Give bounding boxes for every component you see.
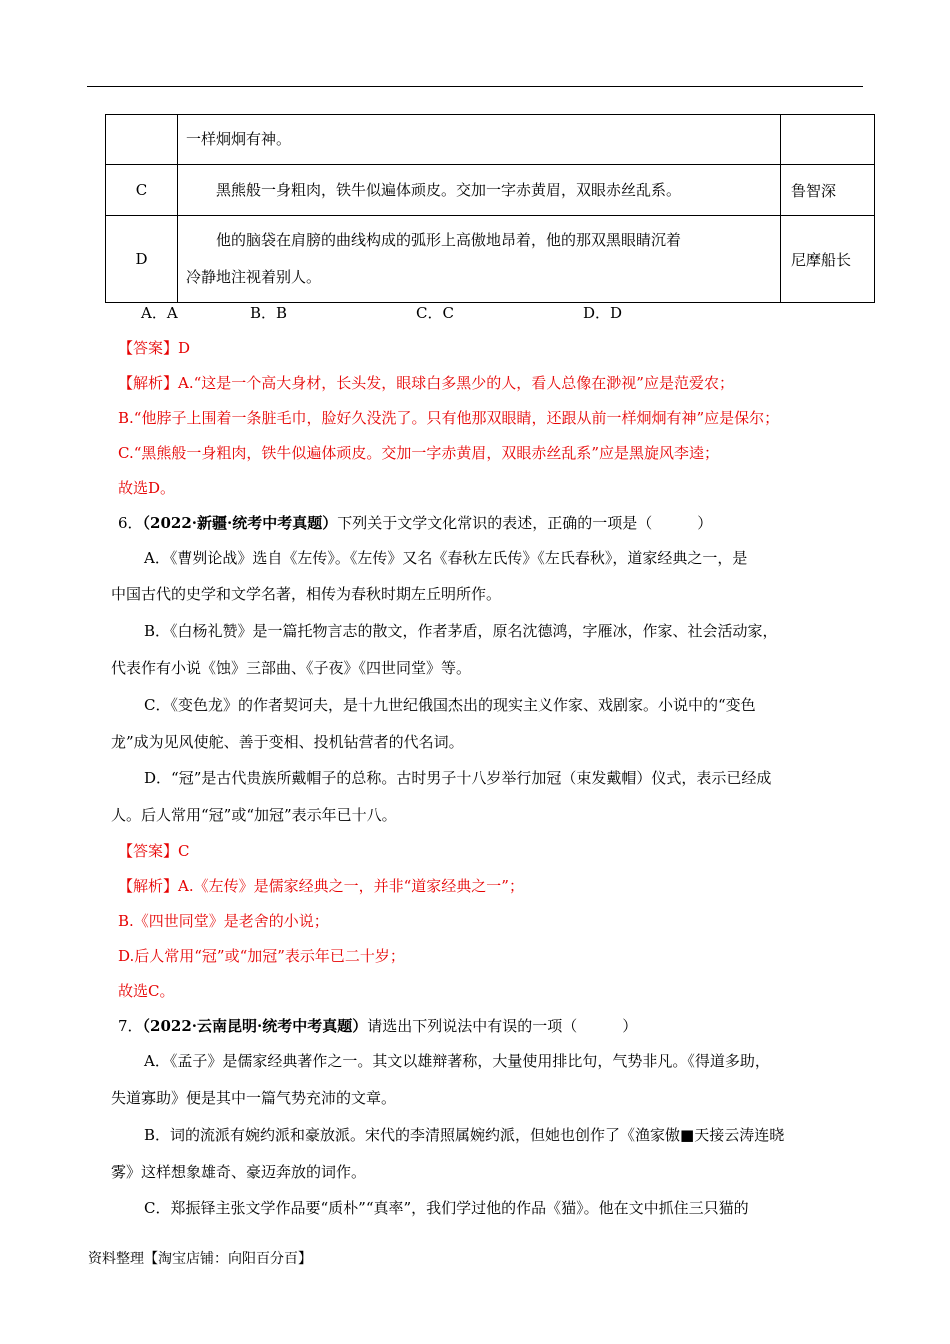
row-character: 鲁智深: [781, 165, 875, 216]
question-text: 请选出下列说法中有误的一项（ ）: [367, 1017, 638, 1035]
question-number: 6．: [118, 514, 143, 532]
q5-analysis-line: C.“黑熊般一身粗肉，铁牛似遍体顽皮。交加一字赤黄眉，双眼赤丝乱系”应是黑旋风李逵；: [118, 444, 720, 462]
q6-option-line: 龙”成为见风使舵、善于变相、投机钻营者的代名词。: [111, 733, 464, 751]
row-description: 他的脑袋在肩膀的曲线构成的弧形上高傲地昂着，他的那双黑眼睛沉着 冷静地注视着别人。: [178, 216, 781, 303]
q6-analysis-line: 故选C。: [118, 982, 175, 1000]
q6-option-line: C．《变色龙》的作者契诃夫，是十九世纪俄国杰出的现实主义作家、戏剧家。小说中的“变色: [144, 696, 756, 714]
q7-option-line: 失道寡助》便是其中一篇气势充沛的文章。: [111, 1089, 397, 1107]
q6-analysis-line: D.后人常用“冠”或“加冠”表示年已二十岁；: [118, 947, 405, 965]
table-row: [106, 216, 875, 303]
q5-analysis-line: 故选D。: [118, 479, 176, 497]
question-source: （2022·新疆·统考中考真题）: [142, 514, 338, 532]
choice-c: C．C: [416, 304, 454, 322]
options-table: [105, 114, 875, 303]
q6-analysis-line: 【解析】A.《左传》是儒家经典之一，并非“道家经典之一”；: [118, 877, 524, 895]
q6-analysis-line: B.《四世同堂》是老舍的小说；: [118, 912, 329, 930]
q6-option-line: 中国古代的史学和文学名著，相传为春秋时期左丘明所作。: [111, 585, 502, 603]
question-source: （2022·云南昆明·统考中考真题）: [142, 1017, 368, 1035]
row-letter: C: [106, 165, 178, 216]
q5-analysis-line: 【解析】A.“这是一个高大身材，长头发，眼球白多黑少的人，看人总像在渺视”应是范爱农；: [118, 374, 734, 392]
question-text: 下列关于文学文化常识的表述，正确的一项是（ ）: [337, 514, 713, 532]
q5-answer: 【答案】D: [118, 339, 191, 357]
table-row: [106, 115, 875, 165]
q5-analysis-line: B.“他脖子上围着一条脏毛巾，脸好久没洗了。只有他那双眼睛，还跟从前一样炯炯有神”应是保尔；: [118, 409, 780, 427]
q7-option-line: B．词的流派有婉约派和豪放派。宋代的李清照属婉约派，但她也创作了《渔家傲■天接云涛连晓: [144, 1126, 785, 1144]
q6-option-line: D．“冠”是古代贵族所戴帽子的总称。古时男子十八岁举行加冠（束发戴帽）仪式，表示已经成: [144, 769, 772, 787]
row-character: [781, 115, 875, 165]
question-number: 7．: [118, 1017, 143, 1035]
row-description: 一样炯炯有神。: [178, 115, 781, 165]
footer-text: 资料整理【淘宝店铺：向阳百分百】: [88, 1251, 312, 1267]
q7-option-line: 雾》这样想象雄奇、豪迈奔放的词作。: [111, 1163, 367, 1181]
row-description: 黑熊般一身粗肉，铁牛似遍体顽皮。交加一字赤黄眉，双眼赤丝乱系。: [178, 165, 781, 216]
q6-option-line: 代表作有小说《蚀》三部曲、《子夜》《四世同堂》等。: [111, 659, 472, 677]
choice-b: B．B: [250, 304, 288, 322]
row-character: 尼摩船长: [781, 216, 875, 303]
choice-d: D．D: [583, 304, 623, 322]
table-row: [106, 165, 875, 216]
q6-answer: 【答案】C: [118, 842, 190, 860]
choice-a: A．A: [141, 304, 178, 322]
q6-option-line: 人。后人常用“冠”或“加冠”表示年已十八。: [111, 806, 397, 824]
q7-option-line: C．郑振铎主张文学作品要“质朴”“真率”，我们学过他的作品《猫》。他在文中抓住三只猫的: [144, 1199, 749, 1217]
q7-stem: [118, 1015, 637, 1036]
row-letter: D: [106, 216, 178, 303]
header-rule: [87, 86, 863, 87]
q5-choices: [0, 302, 950, 322]
q6-option-line: B．《白杨礼赞》是一篇托物言志的散文，作者茅盾，原名沈德鸿，字雁冰，作家、社会活动家，: [144, 622, 778, 640]
row-letter: [106, 115, 178, 165]
q6-stem: [118, 512, 712, 533]
q6-option-line: A．《曹刿论战》选自《左传》。《左传》又名《春秋左氏传》《左氏春秋》，道家经典之一，是: [144, 549, 748, 567]
q7-option-line: A．《孟子》是儒家经典著作之一。其文以雄辩著称，大量使用排比句，气势非凡。《得道多助，: [144, 1052, 770, 1070]
